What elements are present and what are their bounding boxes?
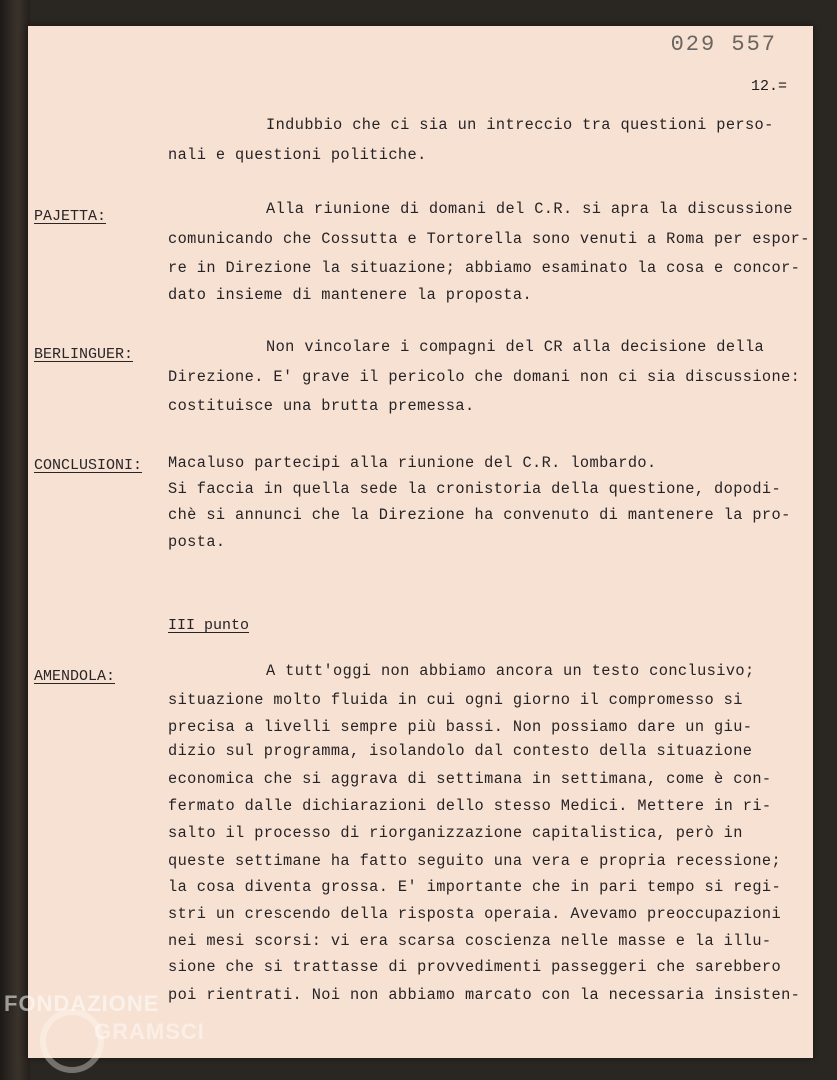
section-heading: III punto xyxy=(168,617,250,634)
text-line: salto il processo di riorganizzazione capitalistica, però in xyxy=(168,824,743,842)
text-line: re in Direzione la situazione; abbiamo esaminato la cosa e concor- xyxy=(168,259,801,277)
text-line: la cosa diventa grossa. E' importante che in pari tempo si regi- xyxy=(168,878,782,896)
document-page xyxy=(28,26,813,1058)
speaker-label-conclusioni: CONCLUSIONI: xyxy=(34,457,143,474)
text-line: dato insieme di mantenere la proposta. xyxy=(168,286,533,304)
watermark-line2: GRAMSCI xyxy=(94,1019,205,1044)
fondazione-gramsci-watermark xyxy=(4,985,214,1075)
text-line: comunicando che Cossutta e Tortorella sono venuti a Roma per espor- xyxy=(168,230,810,248)
text-line: Indubbio che ci sia un intreccio tra questioni perso- xyxy=(266,116,774,134)
watermark-line1: FONDAZIONE xyxy=(4,991,160,1016)
text-line: fermato dalle dichiarazioni dello stesso Medici. Mettere in ri- xyxy=(168,797,772,815)
text-line: Non vincolare i compagni del CR alla decisione della xyxy=(266,338,765,356)
page-number: 12.= xyxy=(750,78,787,95)
text-line: sione che si trattasse di provvedimenti passeggeri che sarebbero xyxy=(168,958,782,976)
text-line: nali e questioni politiche. xyxy=(168,146,427,164)
book-binding xyxy=(0,0,30,1080)
archive-stamp: 029 557 xyxy=(670,32,777,57)
text-line: stri un crescendo della risposta operaia. Avevamo preoccupazioni xyxy=(168,905,782,923)
speaker-label-berlinguer: BERLINGUER: xyxy=(34,346,134,363)
text-line: Si faccia in quella sede la cronistoria della questione, dopodi- xyxy=(168,480,782,498)
text-line: precisa a livelli sempre più bassi. Non possiamo dare un giu- xyxy=(168,718,753,736)
text-line: Macaluso partecipi alla riunione del C.R. lombardo. xyxy=(168,454,657,472)
text-line: Alla riunione di domani del C.R. si apra la discussione xyxy=(266,200,793,218)
speaker-label-amendola: AMENDOLA: xyxy=(34,668,116,685)
text-line: Direzione. E' grave il pericolo che domani non ci sia discussione: xyxy=(168,368,801,386)
text-line: poi rientrati. Noi non abbiamo marcato con la necessaria insisten- xyxy=(168,986,801,1004)
text-line: posta. xyxy=(168,533,226,551)
text-line: dizio sul programma, isolandolo dal contesto della situazione xyxy=(168,742,753,760)
text-line: queste settimane ha fatto seguito una vera e propria recessione; xyxy=(168,852,782,870)
text-line: chè si annunci che la Direzione ha convenuto di mantenere la pro- xyxy=(168,506,791,524)
text-line: nei mesi scorsi: vi era scarsa coscienza nelle masse e la illu- xyxy=(168,932,772,950)
text-line: costituisce una brutta premessa. xyxy=(168,397,475,415)
text-line: A tutt'oggi non abbiamo ancora un testo conclusivo; xyxy=(266,662,755,680)
text-line: situazione molto fluida in cui ogni giorno il compromesso si xyxy=(168,691,743,709)
text-line: economica che si aggrava di settimana in settimana, come è con- xyxy=(168,770,772,788)
speaker-label-pajetta: PAJETTA: xyxy=(34,208,107,225)
